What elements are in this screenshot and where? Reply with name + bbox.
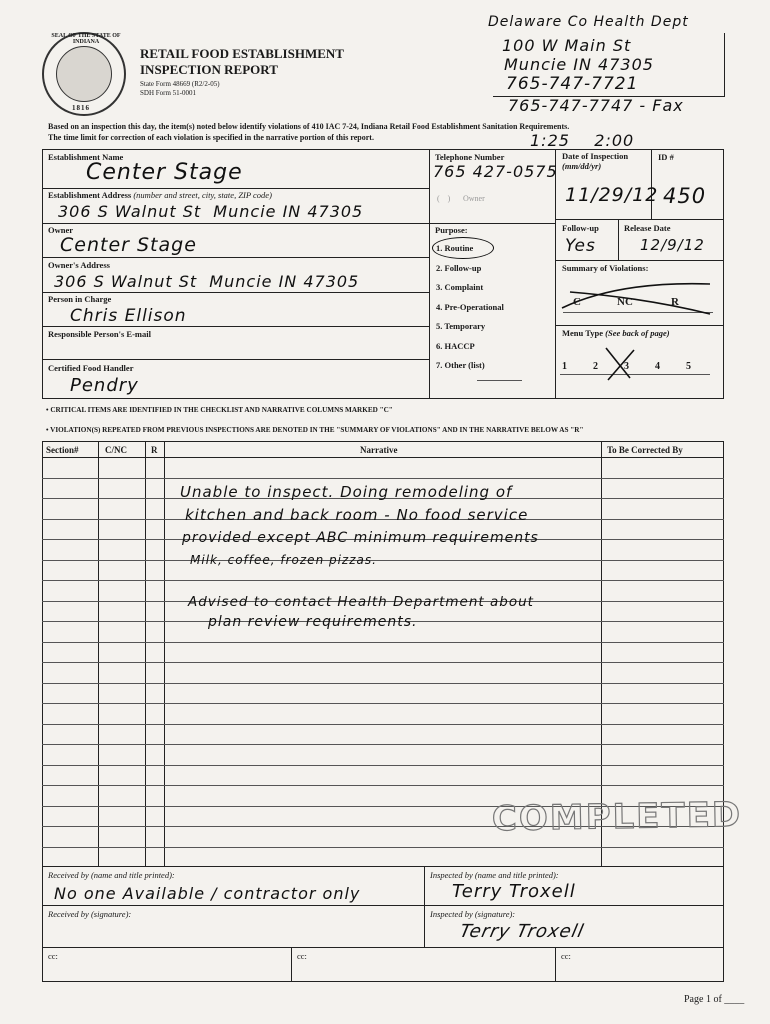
table-row xyxy=(42,785,724,786)
agency-note-line4: 765-747-7721 xyxy=(506,74,639,94)
table-row xyxy=(42,744,724,745)
summary-strike-mark xyxy=(560,278,720,318)
menu-type-1[interactable]: 1 xyxy=(562,361,567,372)
telephone-label: Telephone Number xyxy=(435,152,505,162)
seal-year: 1816 xyxy=(72,104,90,112)
email-label: Responsible Person's E-mail xyxy=(48,329,151,339)
form-number-2: SDH Form 51-0001 xyxy=(140,89,197,97)
narrative-line-1: Unable to inspect. Doing remodeling of xyxy=(180,483,513,501)
repeated-violations-note: • VIOLATION(S) REPEATED FROM PREVIOUS INSPECTIONS ARE DENOTED IN THE "SUMMARY OF VIOLATIONS" AND IN THE NARRATIVE BELOW AS "R" xyxy=(46,426,584,434)
table-row xyxy=(42,662,724,663)
col-r-header: R xyxy=(151,445,158,455)
table-row xyxy=(42,703,724,704)
owner-address-label: Owner's Address xyxy=(48,260,110,270)
table-row xyxy=(42,580,724,581)
agency-note-line1: Delaware Co Health Dept xyxy=(488,14,689,30)
menu-type-4[interactable]: 4 xyxy=(655,361,660,372)
inspected-name-label: Inspected by (name and title printed): xyxy=(430,870,559,880)
table-row xyxy=(42,724,724,725)
establishment-name-value[interactable]: Center Stage xyxy=(86,160,243,185)
date-sub-label: (mm/dd/yr) xyxy=(562,161,602,171)
agency-note-line5: 765-747-7747 - Fax xyxy=(508,96,684,115)
narrative-line-4: Milk, coffee, frozen pizzas. xyxy=(190,553,377,567)
purpose-item-6[interactable]: 6. HACCP xyxy=(436,340,475,351)
id-label: ID # xyxy=(658,152,674,162)
routine-circle xyxy=(432,237,494,259)
narrative-line-3: provided except ABC minimum requirements xyxy=(182,530,539,546)
inspected-name-value[interactable]: Terry Troxell xyxy=(452,881,576,902)
purpose-label: Purpose: xyxy=(435,225,468,235)
table-row xyxy=(42,478,724,479)
received-name-label: Received by (name and title printed): xyxy=(48,870,175,880)
date-value[interactable]: 11/29/12 xyxy=(565,184,659,206)
narrative-line-6: plan review requirements. xyxy=(208,614,418,630)
menu-type-2[interactable]: 2 xyxy=(593,361,598,372)
inspected-signature-value[interactable]: Terry Troxell xyxy=(457,921,586,942)
agency-note-line3: Muncie IN 47305 xyxy=(504,55,654,74)
owner-address-value[interactable]: 306 S Walnut St Muncie IN 47305 xyxy=(54,272,360,291)
summary-nc: NC xyxy=(617,296,633,308)
date-label: Date of Inspection xyxy=(562,151,629,161)
menu-type-x-mark xyxy=(600,344,640,384)
received-name-value[interactable]: No one Available / contractor only xyxy=(54,884,361,903)
narrative-line-5: Advised to contact Health Department about xyxy=(188,594,534,610)
purpose-item-7[interactable]: 7. Other (list) xyxy=(436,360,485,370)
summary-label: Summary of Violations: xyxy=(562,263,649,273)
col-narrative-header: Narrative xyxy=(360,445,398,455)
owner-value[interactable]: Center Stage xyxy=(60,234,197,256)
release-date-label: Release Date xyxy=(624,223,671,233)
form-number-1: State Form 48669 (R2/2-05) xyxy=(140,80,220,88)
table-row xyxy=(42,560,724,561)
menu-type-3[interactable]: 3 xyxy=(624,361,629,372)
owner-phone-paren: ( ) xyxy=(437,194,451,203)
seal-text: SEAL OF THE STATE OF INDIANA xyxy=(51,33,121,45)
critical-items-note: • CRITICAL ITEMS ARE IDENTIFIED IN THE CHECKLIST AND NARRATIVE COLUMNS MARKED "C" xyxy=(46,406,393,414)
address-label: Establishment Address (number and street, city, state, ZIP code) xyxy=(48,190,272,200)
release-date-value[interactable]: 12/9/12 xyxy=(640,236,705,254)
purpose-item-1[interactable]: 1. Routine xyxy=(436,243,474,253)
completed-stamp: COMPLETED xyxy=(491,794,743,840)
person-in-charge-label: Person in Charge xyxy=(48,294,112,304)
purpose-item-3[interactable]: 3. Complaint xyxy=(436,282,484,292)
table-row xyxy=(42,847,724,848)
intro-line2: The time limit for correction of each violation is specified in the narrative portion of this report. xyxy=(48,133,374,142)
cc-1: cc: xyxy=(48,951,58,961)
purpose-item-5[interactable]: 5. Temporary xyxy=(436,321,486,331)
summary-c: C xyxy=(573,296,581,308)
purpose-item-2[interactable]: 2. Follow-up xyxy=(436,262,482,273)
menu-type-label: Menu Type (See back of page) xyxy=(562,328,670,338)
agency-note-line2: 100 W Main St xyxy=(502,36,632,55)
summary-r: R xyxy=(671,296,679,308)
page-number: Page 1 of ____ xyxy=(684,994,745,1005)
followup-label: Follow-up xyxy=(562,223,599,233)
narrative-line-2: kitchen and back room - No food service xyxy=(185,506,529,524)
report-title-line1: RETAIL FOOD ESTABLISHMENT xyxy=(140,46,344,61)
report-title-line2: INSPECTION REPORT xyxy=(140,62,278,77)
received-signature-label: Received by (signature): xyxy=(48,909,132,919)
establishment-name-label: Establishment Name xyxy=(48,152,124,162)
menu-type-5[interactable]: 5 xyxy=(686,361,691,372)
intro-line1: Based on an inspection this day, the item(s) noted below identify violations of 410 IAC 7-24, Indiana Retail Food Establishment Sanitation Requirements. xyxy=(48,122,570,131)
purpose-item-4[interactable]: 4. Pre-Operational xyxy=(436,301,504,312)
col-correct-header: To Be Corrected By xyxy=(607,445,683,455)
table-row xyxy=(42,642,724,643)
id-value[interactable]: 450 xyxy=(663,184,707,208)
cc-3: cc: xyxy=(561,951,571,961)
telephone-value[interactable]: 765 427-0575 xyxy=(433,162,558,181)
person-in-charge-value[interactable]: Chris Ellison xyxy=(70,306,187,326)
owner-label: Owner xyxy=(48,225,74,235)
time-note: 1:25 2:00 xyxy=(530,131,635,150)
food-handler-label: Certified Food Handler xyxy=(48,363,134,373)
table-row xyxy=(42,683,724,684)
inspected-signature-label: Inspected by (signature): xyxy=(430,909,516,919)
address-value[interactable]: 306 S Walnut St Muncie IN 47305 xyxy=(58,202,364,221)
cc-2: cc: xyxy=(297,951,307,961)
table-row xyxy=(42,765,724,766)
state-seal-icon xyxy=(42,32,126,116)
followup-value[interactable]: Yes xyxy=(565,236,596,256)
food-handler-value[interactable]: Pendry xyxy=(70,375,139,396)
col-cnc-header: C/NC xyxy=(105,445,127,455)
col-section-header: Section# xyxy=(46,445,79,455)
owner-phone-label: Owner xyxy=(463,194,485,203)
